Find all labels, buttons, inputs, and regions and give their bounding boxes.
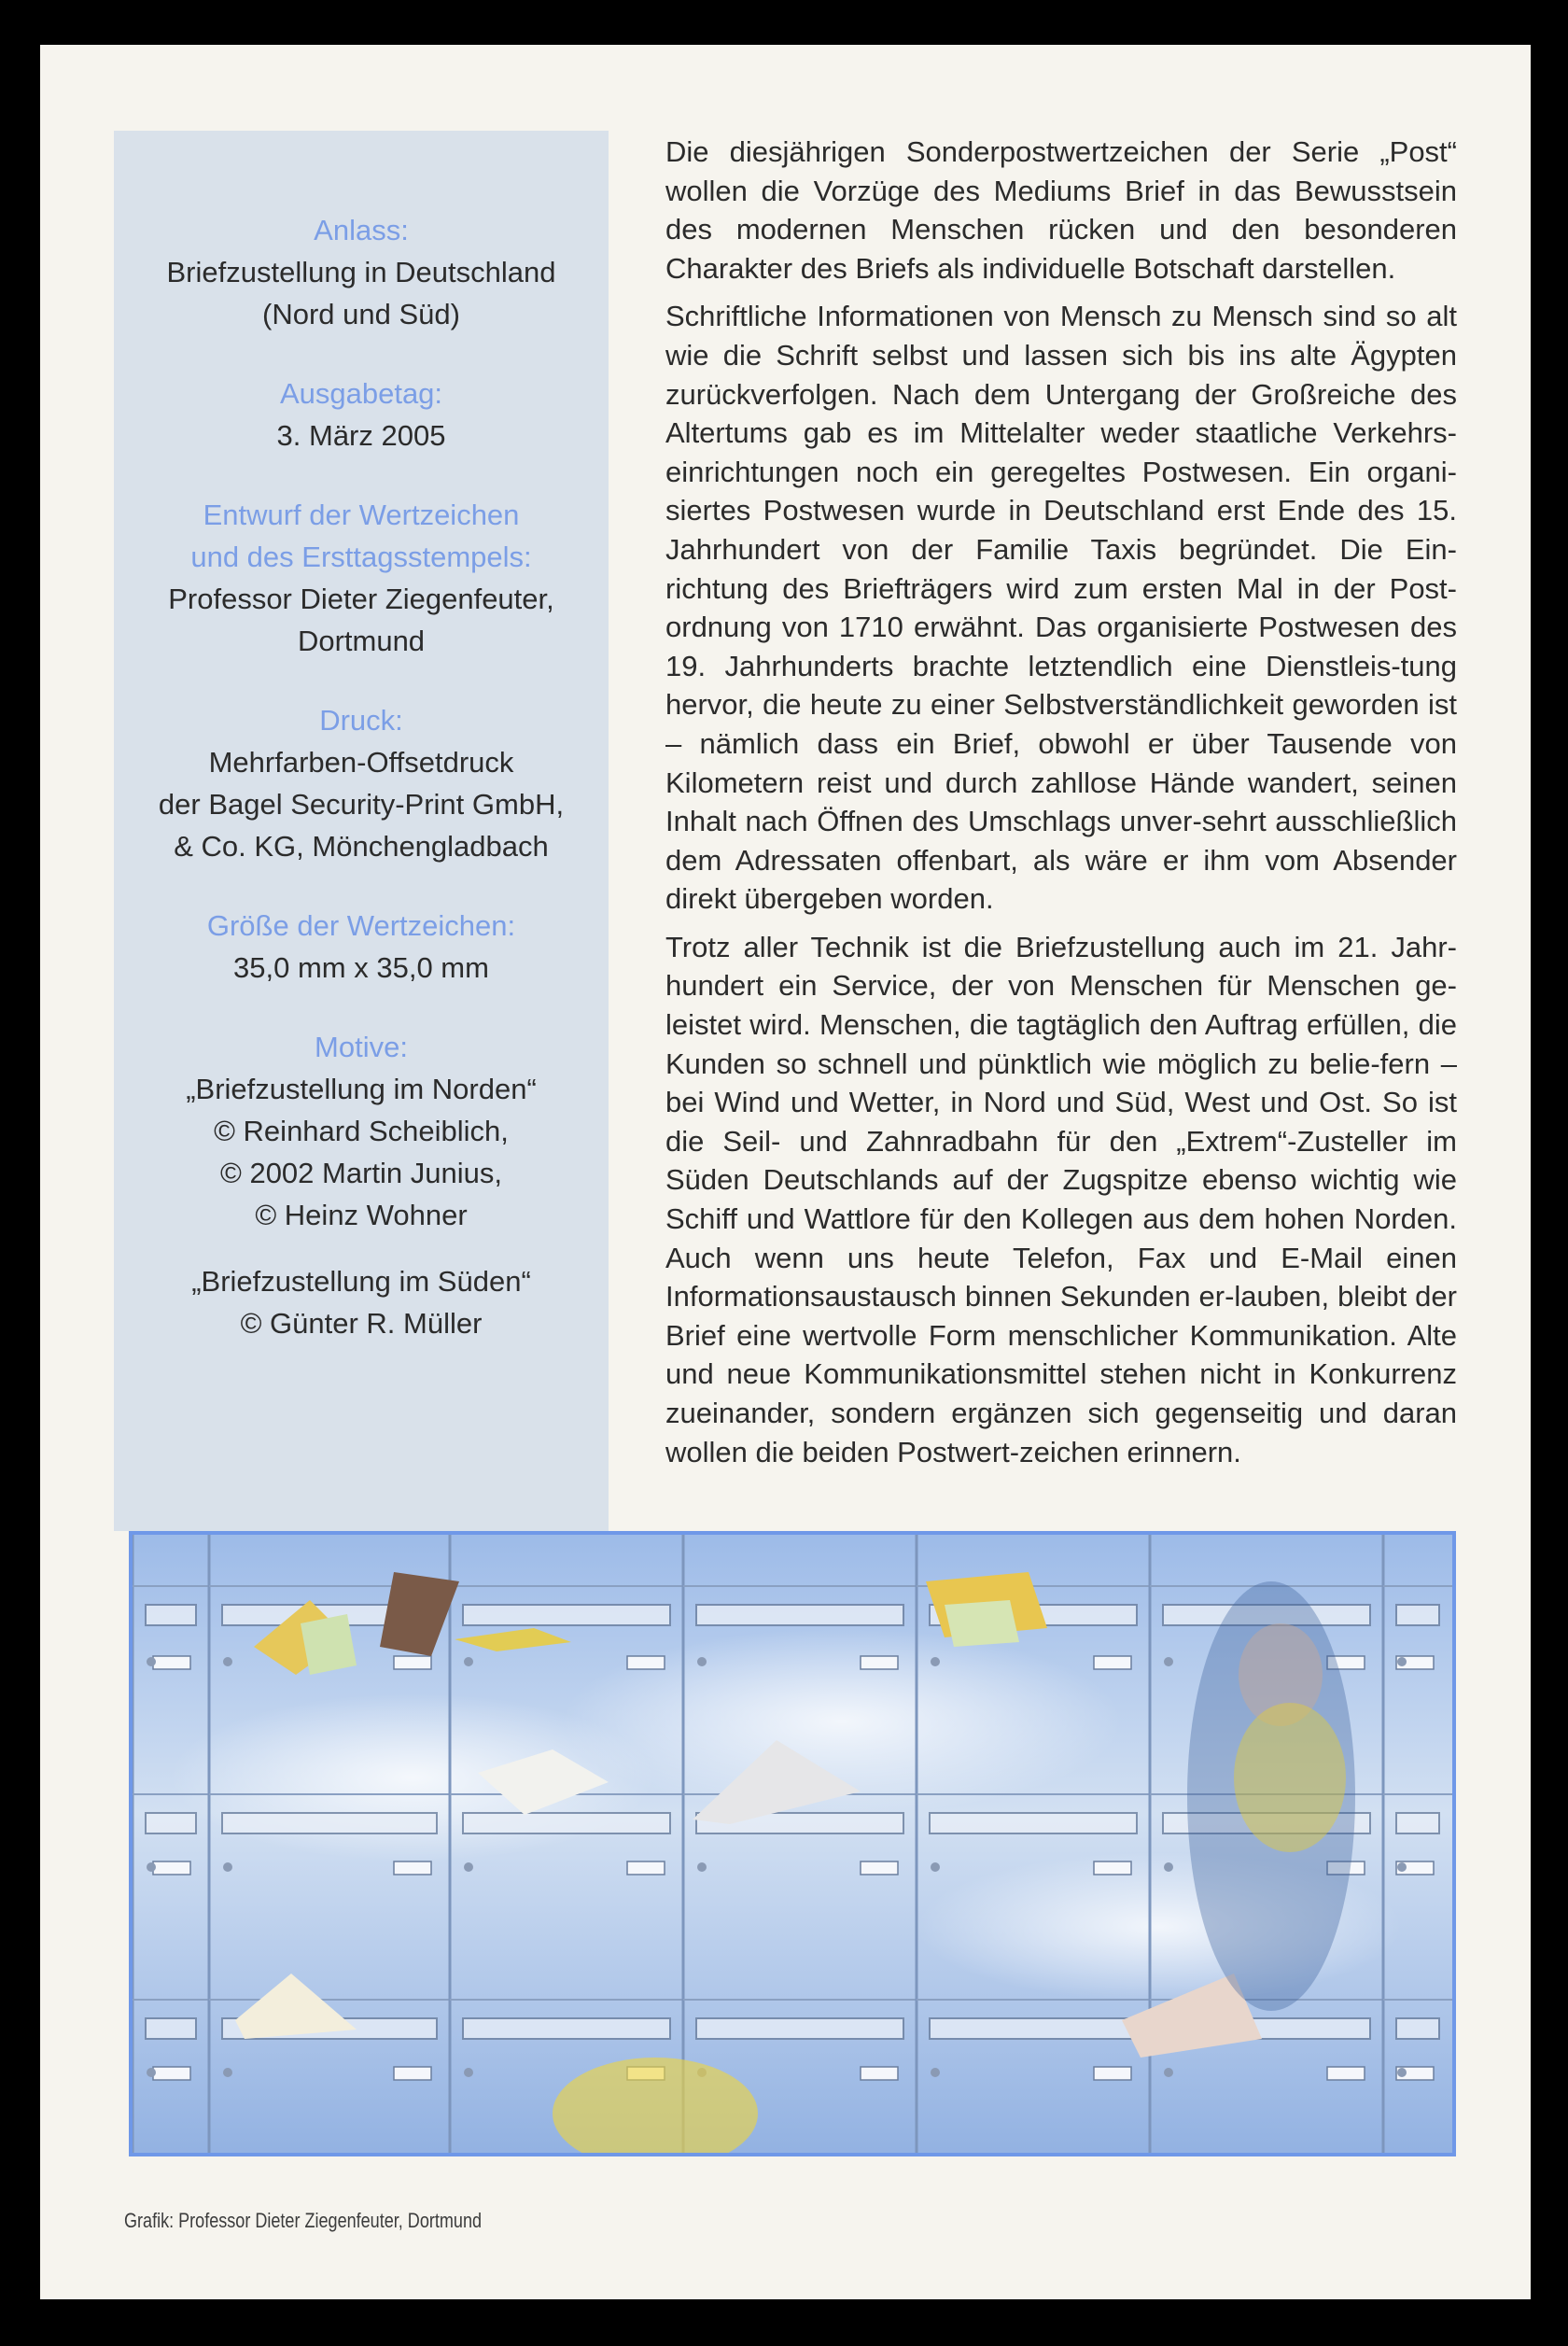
heading-druck: Druck: (319, 704, 403, 737)
motive-norden-title: „Briefzustellung im Norden“ (186, 1073, 537, 1105)
photo-credit: Grafik: Professor Dieter Ziegenfeuter, Dortmund (124, 2209, 483, 2232)
paragraph-3: Trotz aller Technik ist die Briefzustellung auch im 21. Jahr-hundert ein Service, der von Menschen für Menschen ge-leistet wird. Menschen, die tagtäglich den Auftrag erfüllen, die Kunden so schnell und pünktlich wie möglich zu belie-fern – bei Wind und Wetter, in Nord und Süd, West und Ost. So ist die Seil- und Zahnradbahn für den „Extrem“-Zusteller im Süden Deutschlands auf der Zugspitze ebenso wichtig wie Schiff und Wattlore für den Kollegen aus dem hohen Norden. Auch wenn uns heute Telefon, Fax und E-Mail einen Informationsaustausch binnen Sekunden er-lauben, bleibt der Brief eine wertvolle Form menschlicher Kommunikation. Alte und neue Kommunikationsmittel stehen nicht in Konkurrenz zueinander, sondern ergänzen sich gegenseitig und daran wollen die beiden Postwert-zeichen erinnern. (665, 930, 1457, 1468)
heading-motive: Motive: (315, 1031, 408, 1063)
motive-sueden-title: „Briefzustellung im Süden“ (191, 1265, 531, 1298)
motive-credit-2: © 2002 Martin Junius, (220, 1157, 502, 1189)
heading-ausgabetag: Ausgabetag: (279, 377, 443, 410)
info-sidebar (114, 131, 609, 1531)
heading-anlass: Anlass: (314, 214, 409, 246)
paragraph-1: Die diesjährigen Sonderpostwertzeichen der Serie „Post“ wollen die Vorzüge des Mediums Brief in das Bewusstsein des modernen Menschen rücken und den besonderen Charakter des Briefs als individuelle Botschaft darstellen. (665, 135, 1457, 285)
paragraph-2: Schriftliche Informationen von Mensch zu Mensch sind so alt wie die Schrift selbst und lassen sich bis ins alte Ägypten zurückverfolgen. Nach dem Untergang der Großreiche des Altertums gab es im Mittelalter weder staatliche Verkehrs-einrichtungen noch ein geregeltes Postwesen. Ein organi-siertes Postwesen wurde in Deutschland erst Ende des 15. Jahrhundert von der Familie Taxis begründet. Die Ein-richtung des Briefträgers wird zum ersten Mal in der Post-ordnung von 1710 erwähnt. Das organisierte Postwesen des 19. Jahrhunderts brachte letztendlich eine Dienstleis-tung hervor, die heute zu einer Selbstverständlichkeit geworden ist – nämlich dass ein Brief, obwohl er über Tausende von Kilometern reist und durch zahllose Hände wandert, seinen Inhalt nach Öffnen des Umschlags unver-sehrt ausschließlich dem Adressaten offenbart, als wäre er ihm vom Absender direkt übergeben worden. (665, 300, 1457, 916)
heading-groesse: Größe der Wertzeichen: (206, 909, 516, 942)
anlass-line-2: (Nord und Süd) (262, 298, 460, 330)
main-text (665, 133, 1457, 1481)
motive-credit-4: © Günter R. Müller (240, 1307, 483, 1340)
entwurf-line-1: Professor Dieter Ziegenfeuter, (168, 583, 554, 615)
druck-line-3: & Co. KG, Mönchengladbach (174, 830, 549, 863)
motive-credit-3: © Heinz Wohner (255, 1199, 468, 1231)
section-entwurf (114, 494, 609, 662)
druck-line-2: der Bagel Security-Print GmbH, (158, 788, 565, 821)
section-anlass (114, 209, 609, 335)
anlass-line-1: Briefzustellung in Deutschland (166, 256, 556, 288)
mailbox-photo (129, 1531, 1456, 2156)
section-groesse (114, 905, 609, 989)
groesse-line: 35,0 mm x 35,0 mm (233, 951, 489, 984)
section-druck (114, 699, 609, 867)
section-motive (114, 1026, 609, 1344)
ausgabetag-line: 3. März 2005 (276, 419, 446, 452)
heading-entwurf-2: und des Ersttagsstempels: (190, 541, 532, 573)
druck-line-1: Mehrfarben-Offsetdruck (208, 746, 514, 779)
heading-entwurf-1: Entwurf der Wertzeichen (203, 499, 520, 531)
section-ausgabetag (114, 372, 609, 457)
motive-credit-1: © Reinhard Scheiblich, (214, 1115, 509, 1147)
entwurf-line-2: Dortmund (297, 625, 426, 657)
